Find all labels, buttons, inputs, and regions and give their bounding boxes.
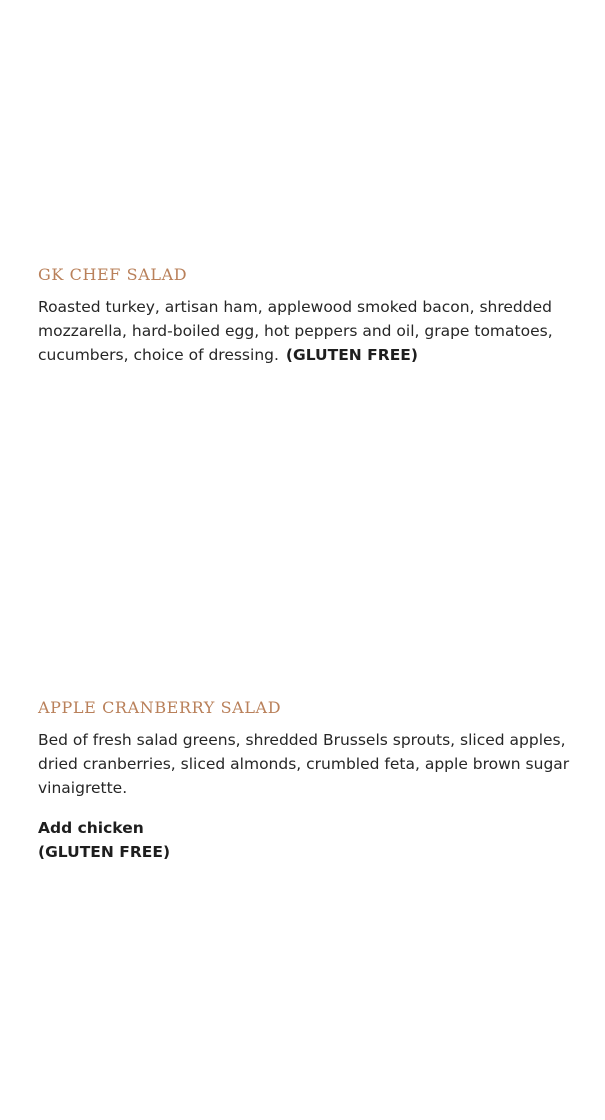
item-title: GK CHEF SALAD (38, 265, 188, 284)
menu-item-gk-chef-salad (38, 264, 583, 367)
addon-label: Add chicken (38, 819, 144, 837)
gluten-free-tag: (GLUTEN FREE) (285, 346, 418, 364)
item-extras (38, 816, 583, 864)
item-description-text: Roasted turkey, artisan ham, applewood smoked bacon, shredded mozzarella, hard-boiled egg, hot peppers and oil, grape tomatoes, cucumbers, choice of dressing. (38, 298, 553, 364)
item-title: APPLE CRANBERRY SALAD (38, 698, 282, 717)
item-description: Bed of fresh salad greens, shredded Brussels sprouts, sliced apples, dried cranberries, sliced almonds, crumbled feta, apple brown sugar vinaigrette. (38, 731, 570, 797)
gluten-free-tag: (GLUTEN FREE) (38, 843, 171, 861)
menu-item-apple-cranberry-salad (38, 697, 583, 864)
item-description (38, 295, 583, 367)
